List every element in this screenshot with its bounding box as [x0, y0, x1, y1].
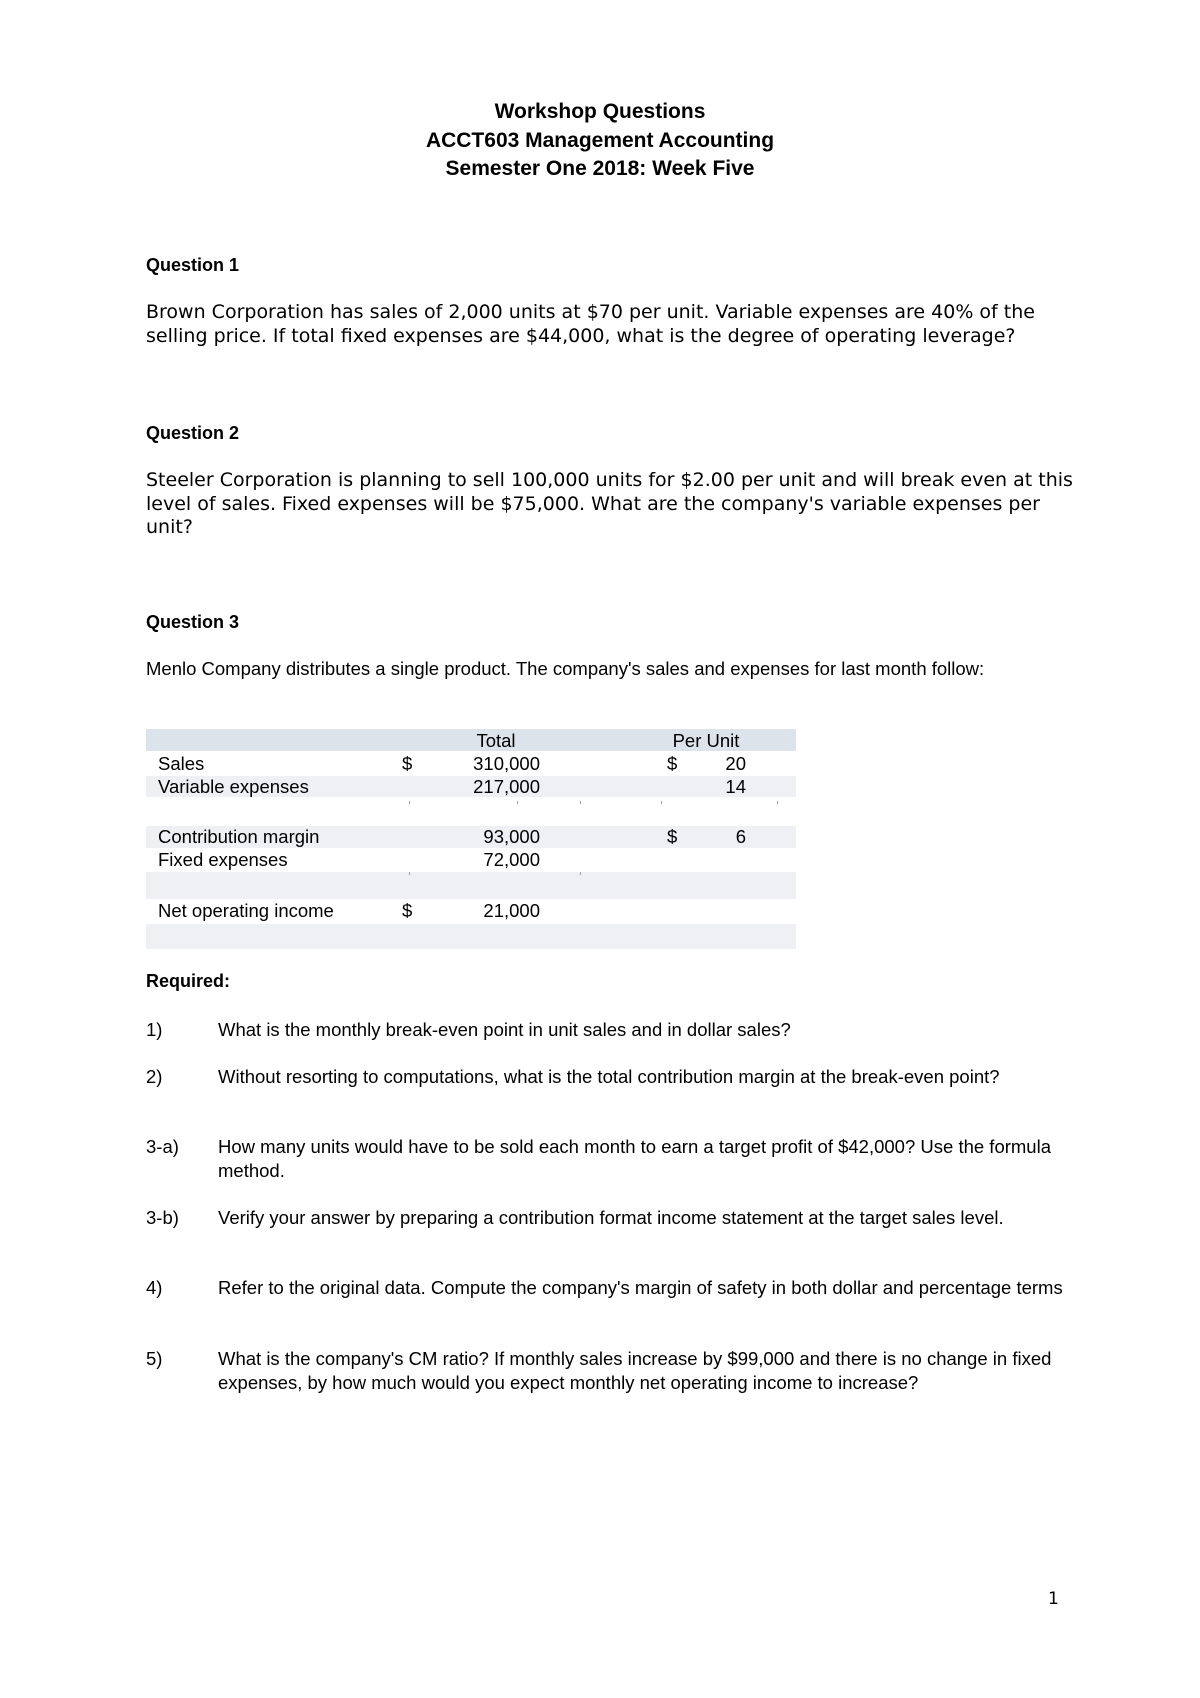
- header-title: Workshop Questions: [494, 100, 706, 123]
- column-header-per-unit: Per Unit: [672, 730, 740, 751]
- table-band: [146, 924, 796, 949]
- item-number: 1): [146, 1019, 163, 1040]
- per-unit-currency-sign: $: [667, 753, 678, 774]
- item-text: Refer to the original data. Compute the company's margin of safety in both dollar and percentage terms: [218, 1277, 1063, 1298]
- question-3-text: Menlo Company distributes a single product. The company's sales and expenses for last month follow:: [146, 658, 985, 679]
- item-number: 4): [146, 1277, 163, 1298]
- row-label: Sales: [158, 753, 205, 774]
- underline-mark: [580, 801, 581, 804]
- column-header-total: Total: [476, 730, 516, 751]
- page-number: 1: [1048, 1589, 1059, 1609]
- item-text: What is the monthly break-even point in unit sales and in dollar sales?: [218, 1019, 791, 1040]
- question-1-heading: Question 1: [146, 255, 240, 275]
- row-label: Net operating income: [158, 900, 334, 921]
- total-value: 217,000: [473, 776, 540, 797]
- item-number: 3-b): [146, 1207, 179, 1228]
- underline-mark: [409, 872, 410, 875]
- table-band: [146, 872, 796, 899]
- header-semester: Semester One 2018: Week Five: [445, 157, 755, 180]
- required-heading: Required:: [146, 971, 231, 991]
- item-number: 2): [146, 1066, 163, 1087]
- per-unit-value: 6: [735, 826, 746, 847]
- per-unit-value: 14: [725, 776, 746, 797]
- document-header: [0, 98, 1200, 184]
- row-label: Variable expenses: [158, 776, 309, 797]
- total-value: 93,000: [483, 826, 540, 847]
- underline-mark: [517, 801, 518, 804]
- question-1-text: Brown Corporation has sales of 2,000 units at $70 per unit. Variable expenses are 40% of the selling price. If total fixed expenses are $44,000, what is the degree of operating leverage?: [146, 301, 1035, 347]
- header-course: ACCT603 Management Accounting: [425, 128, 775, 152]
- income-statement-table: [146, 729, 796, 949]
- question-3-heading: Question 3: [146, 612, 240, 632]
- per-unit-value: 20: [725, 753, 746, 774]
- item-text: Without resorting to computations, what is the total contribution margin at the break-even point?: [218, 1066, 1000, 1087]
- row-label: Fixed expenses: [158, 849, 288, 870]
- question-2-heading: Question 2: [146, 423, 240, 443]
- item-text: Verify your answer by preparing a contribution format income statement at the target sales level.: [218, 1207, 1004, 1228]
- underline-mark: [580, 872, 581, 875]
- item-number: 3-a): [146, 1136, 179, 1157]
- total-value: 310,000: [473, 753, 540, 774]
- underline-mark: [409, 801, 410, 804]
- underline-mark: [777, 801, 778, 804]
- row-label: Contribution margin: [158, 826, 320, 847]
- item-text: How many units would have to be sold each month to earn a target profit of $42,000? Use the formula method.: [218, 1136, 1051, 1181]
- item-number: 5): [146, 1348, 163, 1369]
- question-2-text: Steeler Corporation is planning to sell 100,000 units for $2.00 per unit and will break even at this level of sales. Fixed expenses will be $75,000. What are the company's variable expenses per unit?: [146, 469, 1073, 538]
- total-value: 72,000: [483, 849, 540, 870]
- per-unit-currency-sign: $: [667, 826, 678, 847]
- total-value: 21,000: [483, 900, 540, 921]
- underline-mark: [661, 801, 662, 804]
- item-text: What is the company's CM ratio? If monthly sales increase by $99,000 and there is no change in fixed expenses, by how much would you expect monthly net operating income to increase?: [218, 1348, 1052, 1393]
- total-currency-sign: $: [402, 900, 413, 921]
- total-currency-sign: $: [402, 753, 413, 774]
